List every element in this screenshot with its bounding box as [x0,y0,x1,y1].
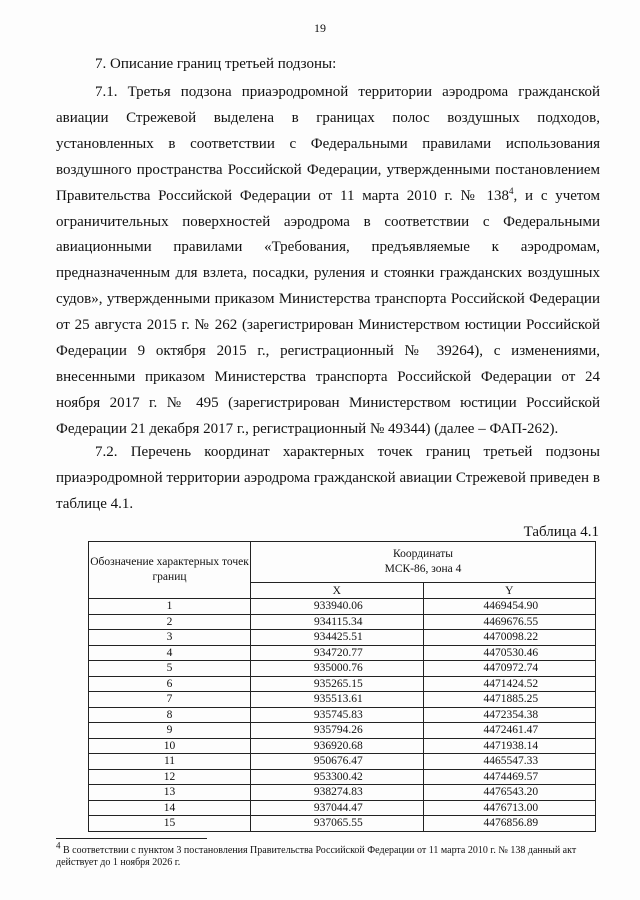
paragraph-7-1-text: 7.1. Третья подзона приаэродромной территории аэродрома гражданской авиации Стрежевой выделена в границах полос воздушных подходов, установленных в соответствии с Федеральными правилами использования воздушного пространства Российской Федерации, утвержденными постановлением Правительства Российской Федерации от 11 марта 2010 г. № 138 [56,84,600,204]
point-number-cell: 4 [89,645,251,661]
point-number-cell: 10 [89,738,251,754]
column-header-coordinates-system: МСК-86, зона 4 [384,563,462,575]
y-coordinate-cell: 4471885.25 [423,692,596,708]
table-row [89,738,596,754]
footnote [56,840,604,869]
y-coordinate-cell: 4470098.22 [423,630,596,646]
table-row [89,769,596,785]
x-coordinate-cell: 935513.61 [251,692,424,708]
y-coordinate-cell: 4476856.89 [423,816,596,832]
point-number-cell: 13 [89,785,251,801]
point-number-cell: 15 [89,816,251,832]
x-coordinate-cell: 950676.47 [251,754,424,770]
y-coordinate-cell: 4472461.47 [423,723,596,739]
y-coordinate-cell: 4476543.20 [423,785,596,801]
footnote-mark: 4 [56,840,61,851]
section-heading: 7. Описание границ третьей подзоны: [95,56,337,72]
paragraph-7-1 [56,80,600,443]
x-coordinate-cell: 934115.34 [251,614,424,630]
x-coordinate-cell: 936920.68 [251,738,424,754]
table-caption: Таблица 4.1 [523,524,599,540]
table-row [89,785,596,801]
x-coordinate-cell: 938274.83 [251,785,424,801]
x-coordinate-cell: 935745.83 [251,707,424,723]
point-number-cell: 7 [89,692,251,708]
column-header-points: Обозначение характерных точек границ [89,542,251,599]
y-coordinate-cell: 4469454.90 [423,599,596,615]
table-row [89,645,596,661]
x-coordinate-cell: 937044.47 [251,800,424,816]
point-number-cell: 14 [89,800,251,816]
x-coordinate-cell: 933940.06 [251,599,424,615]
point-number-cell: 2 [89,614,251,630]
footnote-divider [56,838,207,839]
x-coordinate-cell: 935794.26 [251,723,424,739]
column-header-coordinates [251,542,596,583]
x-coordinate-cell: 934720.77 [251,645,424,661]
y-coordinate-cell: 4472354.38 [423,707,596,723]
point-number-cell: 6 [89,676,251,692]
table-row [89,661,596,677]
table-row [89,692,596,708]
paragraph-7-1-text-rest: , и с учетом ограничительных поверхностей аэродрома в соответствии с Федеральными авиационными правилами «Требования, предъявляемые к аэродромам, предназначенным для взлета, посадки, руления и стоянки гражданских воздушных судов», утвержденными приказом Министерства транспорта Российской Федерации от 25 августа 2015 г. № 262 (зарегистрирован Министерством юстиции Российской Федерации 9 октября 2015 г., регистрационный № 39264), с изменениями, внесенными приказом Министерства транспорта Российской Федерации от 24 ноября 2017 г. № 495 (зарегистрирован Министерством юстиции Российской Федерации 21 декабря 2017 г., регистрационный № 49344) (далее – ФАП-262). [56,187,600,437]
coordinates-table [88,541,596,832]
table-body [89,599,596,832]
footnote-ref[interactable]: 4 [509,185,514,196]
table-row [89,614,596,630]
x-coordinate-cell: 937065.55 [251,816,424,832]
x-coordinate-cell: 935265.15 [251,676,424,692]
paragraph-7-2 [56,440,600,518]
point-number-cell: 9 [89,723,251,739]
table-row [89,707,596,723]
y-coordinate-cell: 4465547.33 [423,754,596,770]
point-number-cell: 5 [89,661,251,677]
column-header-coordinates-title: Координаты [393,548,453,560]
page-number: 19 [314,21,326,35]
y-coordinate-cell: 4471938.14 [423,738,596,754]
x-coordinate-cell: 953300.42 [251,769,424,785]
footnote-text: В соответствии с пунктом 3 постановления Правительства Российской Федерации от 11 марта 2010 г. № 138 данный акт действует до 1 ноября 2026 г. [56,845,577,868]
point-number-cell: 3 [89,630,251,646]
table-row [89,754,596,770]
table-row [89,723,596,739]
point-number-cell: 11 [89,754,251,770]
point-number-cell: 1 [89,599,251,615]
table-row [89,816,596,832]
table-row [89,630,596,646]
y-coordinate-cell: 4476713.00 [423,800,596,816]
table-row [89,599,596,615]
column-header-y: Y [423,583,596,599]
x-coordinate-cell: 935000.76 [251,661,424,677]
column-header-x: X [251,583,424,599]
y-coordinate-cell: 4471424.52 [423,676,596,692]
x-coordinate-cell: 934425.51 [251,630,424,646]
y-coordinate-cell: 4469676.55 [423,614,596,630]
y-coordinate-cell: 4470530.46 [423,645,596,661]
point-number-cell: 8 [89,707,251,723]
table-row [89,676,596,692]
y-coordinate-cell: 4474469.57 [423,769,596,785]
table-row [89,800,596,816]
point-number-cell: 12 [89,769,251,785]
paragraph-7-2-text: 7.2. Перечень координат характерных точек границ третьей подзоны приаэродромной территории аэродрома гражданской авиации Стрежевой приведен в таблице 4.1. [56,444,600,512]
y-coordinate-cell: 4470972.74 [423,661,596,677]
